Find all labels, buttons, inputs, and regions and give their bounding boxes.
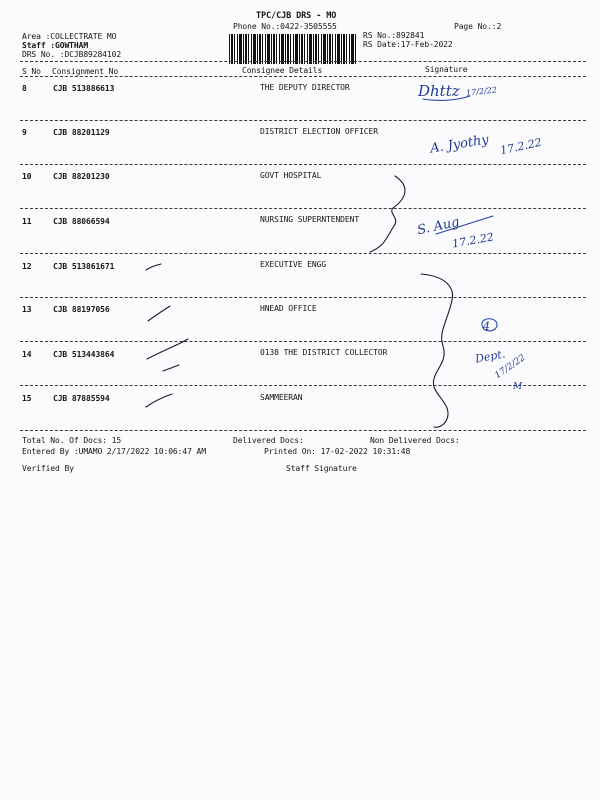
row-sno: 9 xyxy=(22,128,27,137)
total-docs: Total No. Of Docs: 15 xyxy=(22,436,122,445)
row-consignment: CJB 513861671 xyxy=(53,262,115,271)
circled-count: 4 xyxy=(483,320,490,333)
row-consignee: EXECUTIVE ENGG xyxy=(260,260,327,269)
column-header-consignee: Consignee Details xyxy=(242,66,323,75)
column-header-signature: Signature xyxy=(425,65,468,74)
dash-mark-row13 xyxy=(148,306,170,321)
entered-by: Entered By :UMAMO 2/17/2022 10:06:47 AM xyxy=(22,447,206,456)
staff-label: Staff :GOWTHAM xyxy=(22,41,89,50)
verified-by: Verified By xyxy=(22,464,74,473)
row-consignee: HNEAD OFFICE xyxy=(260,304,317,313)
drs-number: DRS No. :DCJB89284102 xyxy=(22,50,122,59)
handwritten-signature-row14: Dept. xyxy=(474,347,507,366)
row-sno: 11 xyxy=(22,217,32,226)
row-consignment: CJB 88197056 xyxy=(53,305,110,314)
rs-number: RS No.:892841 xyxy=(363,31,425,40)
row-consignment: CJB 513886613 xyxy=(53,84,115,93)
row-consignment: CJB 88201129 xyxy=(53,128,110,137)
brace-stroke-rows-10-11 xyxy=(370,176,405,252)
row-consignee: GOVT HOSPITAL xyxy=(260,171,322,180)
row-consignment: CJB 87885594 xyxy=(53,394,110,403)
document-title: TPC/CJB DRS - MO xyxy=(256,11,337,21)
row-consignee: DISTRICT ELECTION OFFICER xyxy=(260,127,378,136)
row-consignee: SAMMEERAN xyxy=(260,393,303,402)
row-consignment: CJB 513443864 xyxy=(53,350,115,359)
column-header-consignment: Consignment No xyxy=(52,67,119,76)
rs-date: RS Date:17-Feb-2022 xyxy=(363,40,453,49)
row-sno: 12 xyxy=(22,262,32,271)
area-label: Area :COLLECTRATE MO xyxy=(22,32,117,41)
dash-mark-row15 xyxy=(146,394,172,407)
handwritten-date-row14: 17/2/22 xyxy=(493,352,528,382)
page-number: Page No.:2 xyxy=(454,22,502,31)
row-sno: 14 xyxy=(22,350,32,359)
handwritten-signature-row8: Dhttz xyxy=(418,82,460,100)
dash-mark-row15-extra xyxy=(163,365,179,371)
handwritten-date-row8: 17/2/22 xyxy=(465,85,498,98)
column-header-sno: S No xyxy=(22,67,41,76)
handwritten-date-row9: 17.2.22 xyxy=(499,135,543,158)
underline-stroke xyxy=(436,216,493,234)
row-sno: 15 xyxy=(22,394,32,403)
handwritten-mark-row14: M xyxy=(513,382,523,392)
non-delivered-docs: Non Delivered Docs: xyxy=(370,436,460,445)
row-consignment: CJB 88201230 xyxy=(53,172,110,181)
staff-signature-label: Staff Signature xyxy=(286,464,357,473)
row-sno: 13 xyxy=(22,305,32,314)
handwritten-signature-row11: S. Aug xyxy=(415,214,461,239)
row-sno: 8 xyxy=(22,84,27,93)
phone-number: Phone No.:0422-3505555 xyxy=(233,22,337,31)
row-consignee: 0138 THE DISTRICT COLLECTOR xyxy=(260,348,388,357)
delivered-docs: Delivered Docs: xyxy=(233,436,304,445)
row-sno: 10 xyxy=(22,172,32,181)
handwritten-date-row11: 17.2.22 xyxy=(451,230,495,251)
circle-stroke xyxy=(482,319,497,331)
row-consignee: NURSING SUPERNTENDENT xyxy=(260,215,360,224)
brace-stroke-rows-12-15 xyxy=(421,274,453,427)
row-consignee: THE DEPUTY DIRECTOR xyxy=(260,83,350,92)
dash-mark-row14 xyxy=(147,339,188,359)
dash-mark-row12 xyxy=(146,264,161,270)
handwritten-signature-row9: A. Jyothy xyxy=(429,132,490,157)
row-consignment: CJB 88066594 xyxy=(53,217,110,226)
printed-on: Printed On: 17-02-2022 10:31:48 xyxy=(264,447,411,456)
signature-flourish xyxy=(423,96,470,100)
